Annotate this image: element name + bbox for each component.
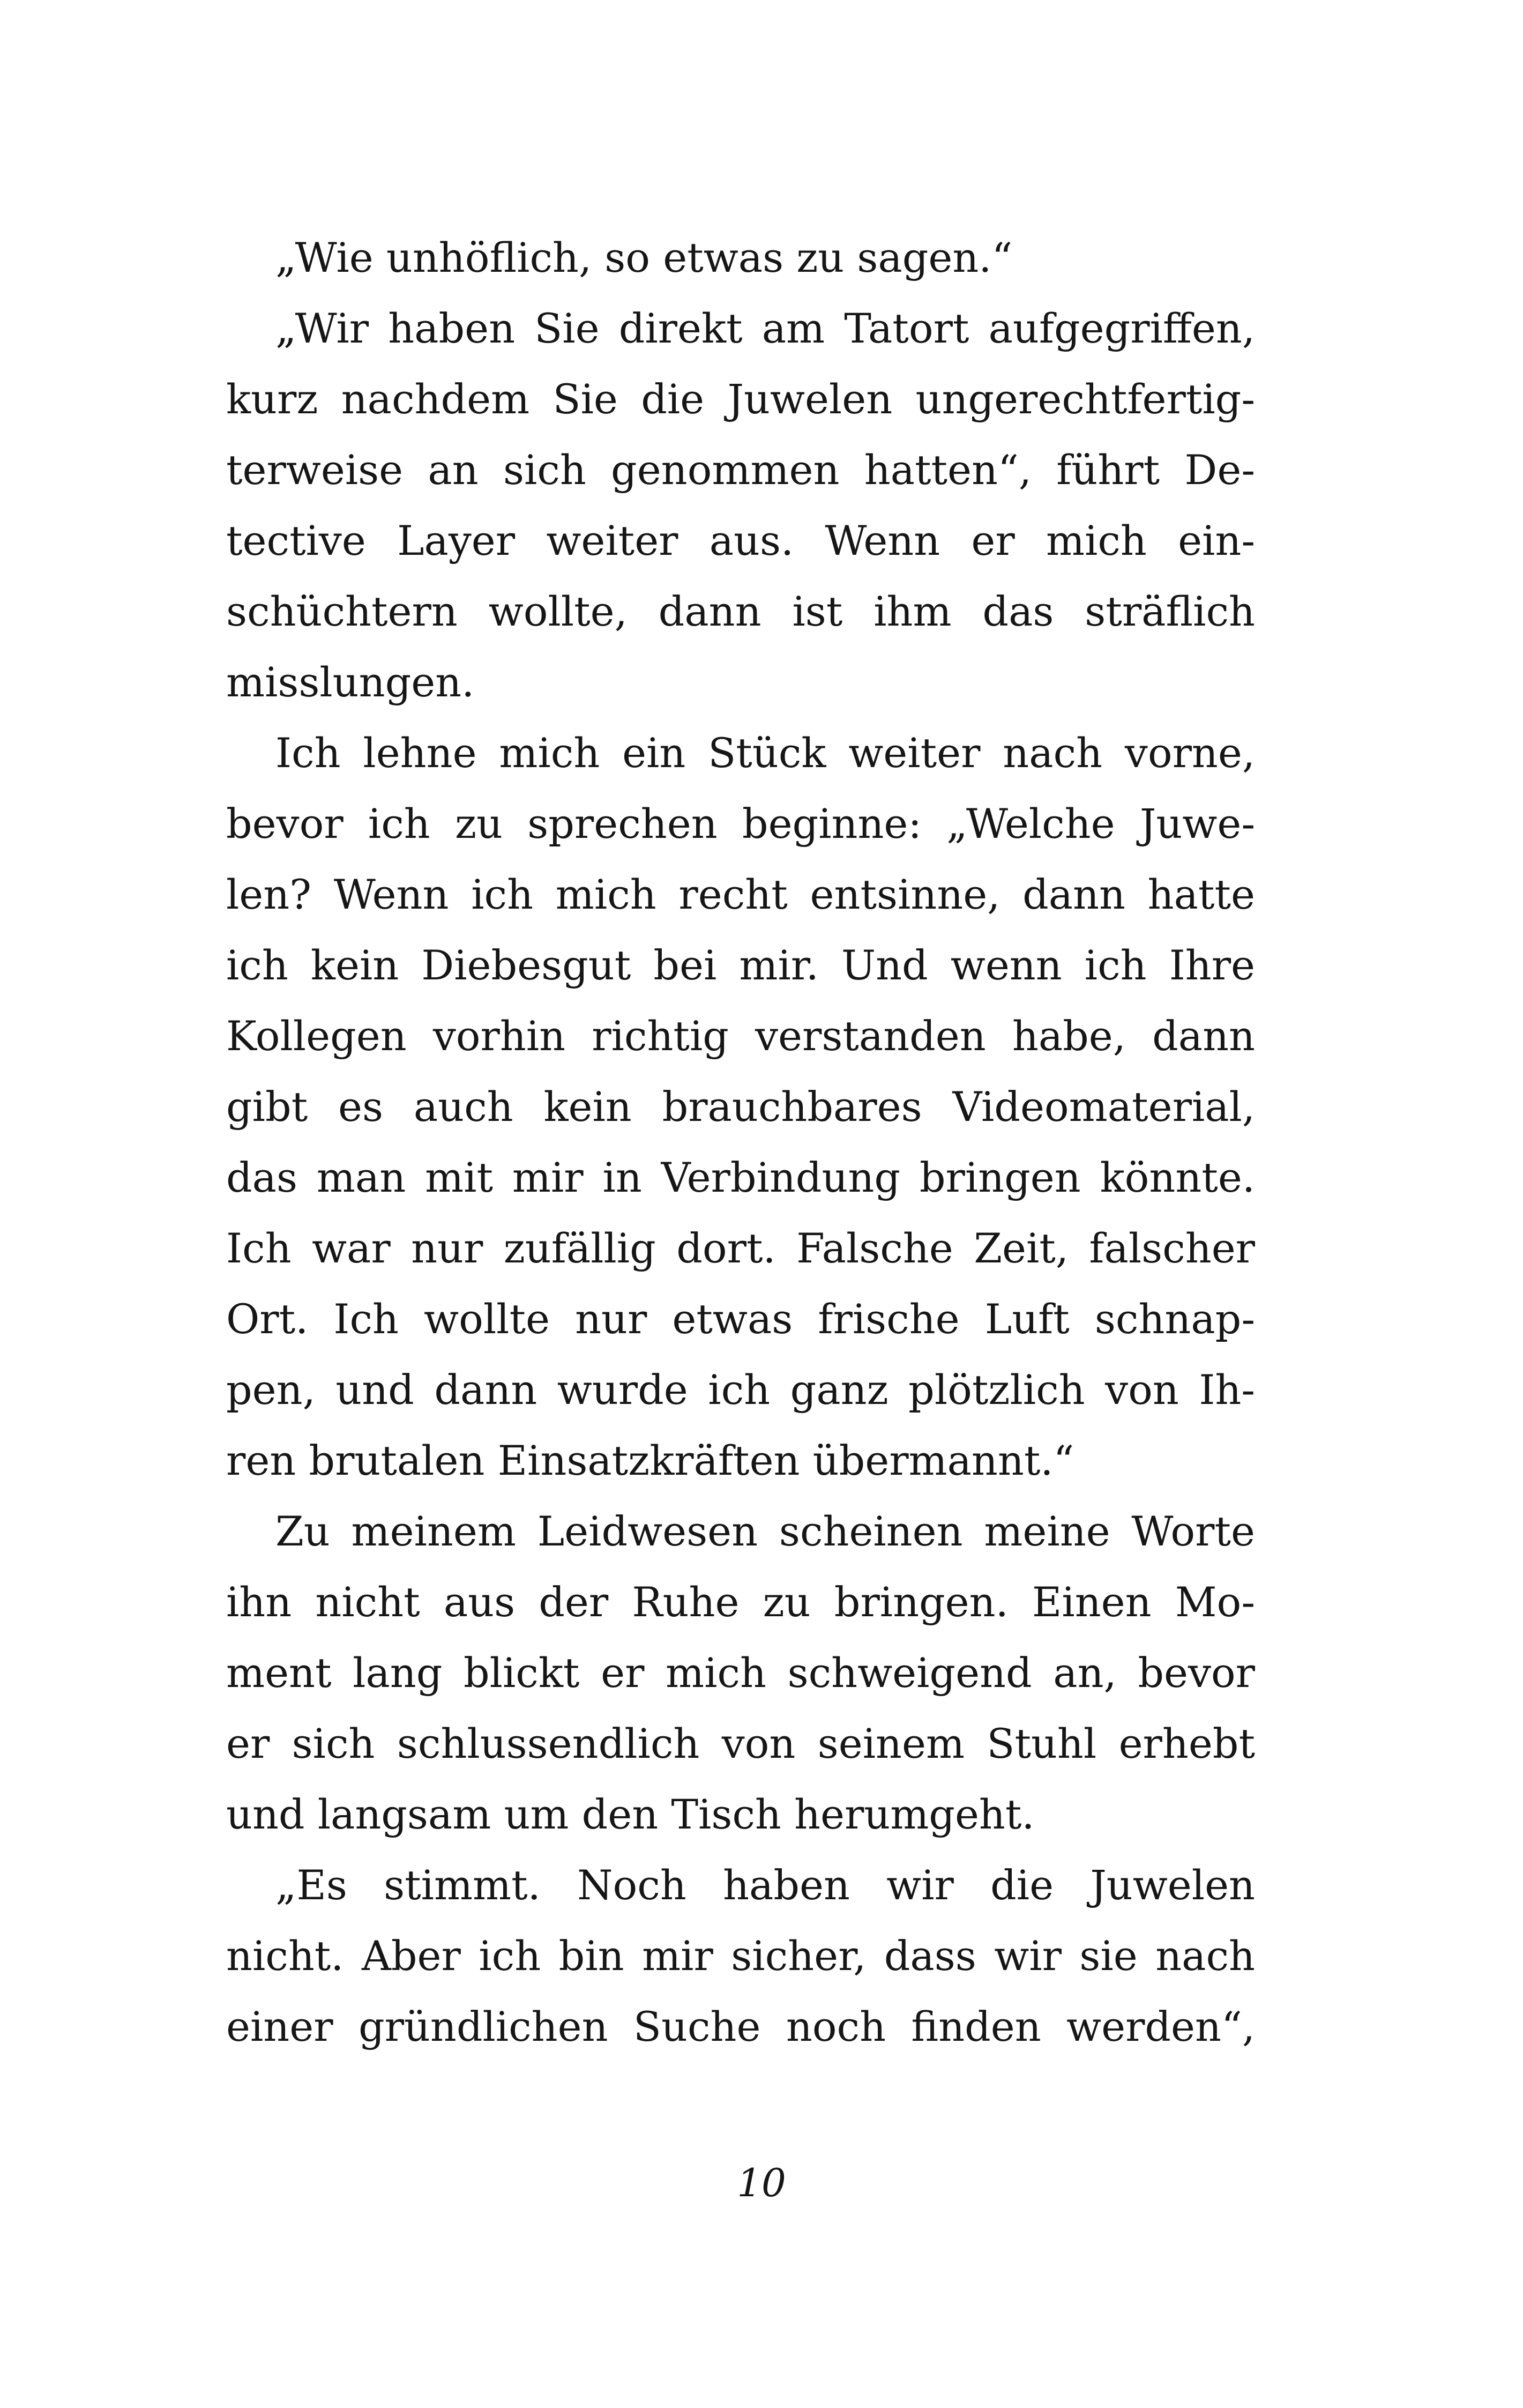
text-line: len? Wenn ich mich recht entsinne, dann hatte <box>226 871 1255 918</box>
text-line: misslungen. <box>226 658 475 706</box>
page-number: 10 <box>737 2160 786 2205</box>
text-line: Zu meinem Leidwesen scheinen meine Worte <box>275 1507 1255 1555</box>
text-line: das man mit mir in Verbindung bringen könnte. <box>226 1154 1255 1201</box>
text-line: „Es stimmt. Noch haben wir die Juwelen <box>275 1861 1255 1909</box>
text-line: Ort. Ich wollte nur etwas frische Luft schnap- <box>226 1295 1255 1343</box>
text-line: einer gründlichen Suche noch finden werden“, <box>226 2003 1255 2050</box>
text-line: tective Layer weiter aus. Wenn er mich ein- <box>226 517 1255 564</box>
text-line: ren brutalen Einsatzkräften übermannt.“ <box>226 1437 1074 1484</box>
text-line: gibt es auch kein brauchbares Videomaterial, <box>226 1083 1255 1131</box>
text-line: schüchtern wollte, dann ist ihm das sträflich <box>226 588 1255 635</box>
text-line: bevor ich zu sprechen beginne: „Welche Juwe- <box>226 800 1255 848</box>
text-line: Ich war nur zufällig dort. Falsche Zeit, falscher <box>226 1224 1255 1272</box>
text-line: ihn nicht aus der Ruhe zu bringen. Einen Mo- <box>226 1578 1255 1626</box>
text-line: terweise an sich genommen hatten“, führt De- <box>226 446 1255 494</box>
text-line: nicht. Aber ich bin mir sicher, dass wir sie nach <box>226 1932 1255 1980</box>
text-line: „Wie unhöflich, so etwas zu sagen.“ <box>275 234 1013 281</box>
text-line: Ich lehne mich ein Stück weiter nach vorne, <box>275 729 1255 777</box>
text-line: ich kein Diebesgut bei mir. Und wenn ich Ihre <box>226 941 1255 989</box>
text-line: ment lang blickt er mich schweigend an, bevor <box>226 1649 1255 1697</box>
text-line: er sich schlussendlich von seinem Stuhl erhebt <box>226 1720 1255 1767</box>
body-text <box>226 222 1255 2062</box>
text-line: kurz nachdem Sie die Juwelen ungerechtfertig- <box>226 375 1255 423</box>
text-line: „Wir haben Sie direkt am Tatort aufgegriffen, <box>275 304 1255 352</box>
text-line: pen, und dann wurde ich ganz plötzlich von Ih- <box>226 1366 1255 1414</box>
text-line: und langsam um den Tisch herumgeht. <box>226 1790 1035 1838</box>
text-line: Kollegen vorhin richtig verstanden habe, dann <box>226 1012 1255 1060</box>
